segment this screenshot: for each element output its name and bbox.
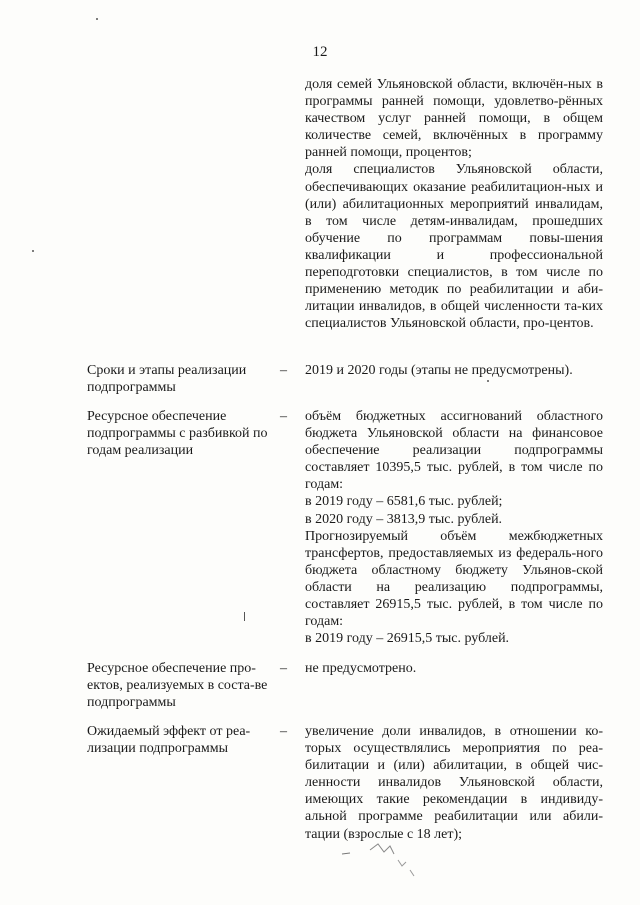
scan-speck <box>487 380 489 382</box>
row-value <box>305 362 603 379</box>
value-paragraph: не предусмотрено. <box>305 661 417 676</box>
row-label: Сроки и этапы реализации подпрограммы <box>87 363 247 395</box>
scan-speck <box>244 612 245 621</box>
row-value <box>305 723 603 843</box>
value-paragraph: увеличение доли инвалидов, в отношении ко-торых осуществлялись мероприятия по реа-билитации и (или) абилитации, в общей чис-ленности инвалидов Ульяновской области, имеющих такие рекомендации в индивиду-альной программе реабилитации или абили-тации (взрослые с 18 лет); <box>305 724 603 842</box>
value-paragraph: 2019 и 2020 годы (этапы не предусмотрены). <box>305 363 573 378</box>
scan-speck <box>96 18 98 20</box>
scan-speck <box>32 250 34 252</box>
value-paragraph: объём бюджетных ассигнований областного бюджета Ульяновской области на финансовое обеспечение реализации подпрограммы составляет 10395,5 тыс. рублей, в том числе по годам: <box>305 409 603 493</box>
row-label: Ресурсное обеспечение подпрограммы с разбивкой по годам реализации <box>87 409 268 458</box>
row-dash: – <box>280 363 287 378</box>
value-paragraph: в 2019 году – 6581,6 тыс. рублей; <box>305 494 503 510</box>
scan-scribble <box>340 840 420 880</box>
row-dash: – <box>280 724 287 739</box>
row-label: Ресурсное обеспечение про-ектов, реализуемых в соста-ве подпрограммы <box>87 661 268 710</box>
row-value <box>305 408 603 647</box>
lead-paragraph: доля специалистов Ульяновской области, обеспечивающих оказание реабилитацион-ных и (или) абилитационных мероприятий инвалидам, в том числе детям-инвалидам, прошедших обучение по программам повы-шения квалификации и профессиональной переподготовки специалистов, в том числе по применению методик по реабилитации и аби-литации инвалидов, в общей численности та-ких специалистов Ульяновской области, про-центов. <box>305 162 603 332</box>
value-paragraph: в 2020 году – 3813,9 тыс. рублей. <box>305 511 503 527</box>
lead-paragraph: доля семей Ульяновской области, включён-ных в программы ранней помощи, удовлетво-рённых качеством услуг ранней помощи, в общем количестве семей, включённых в программу ранней помощи, процентов; <box>305 77 603 161</box>
row-dash: – <box>280 661 287 676</box>
row-value <box>305 660 603 677</box>
page-number: 12 <box>312 44 328 60</box>
row-label: Ожидаемый эффект от реа-лизации подпрограммы <box>87 724 251 756</box>
row-dash: – <box>280 409 287 424</box>
value-paragraph: Прогнозируемый объём межбюджетных трансфертов, предоставляемых из федераль-ного бюджета областному бюджету Ульянов-ской области на реализацию подпрограммы, составляет 26915,5 тыс. рублей, в том числе по годам: <box>305 528 603 630</box>
value-paragraph: в 2019 году – 26915,5 тыс. рублей. <box>305 631 510 647</box>
lead-text-block <box>305 76 603 332</box>
